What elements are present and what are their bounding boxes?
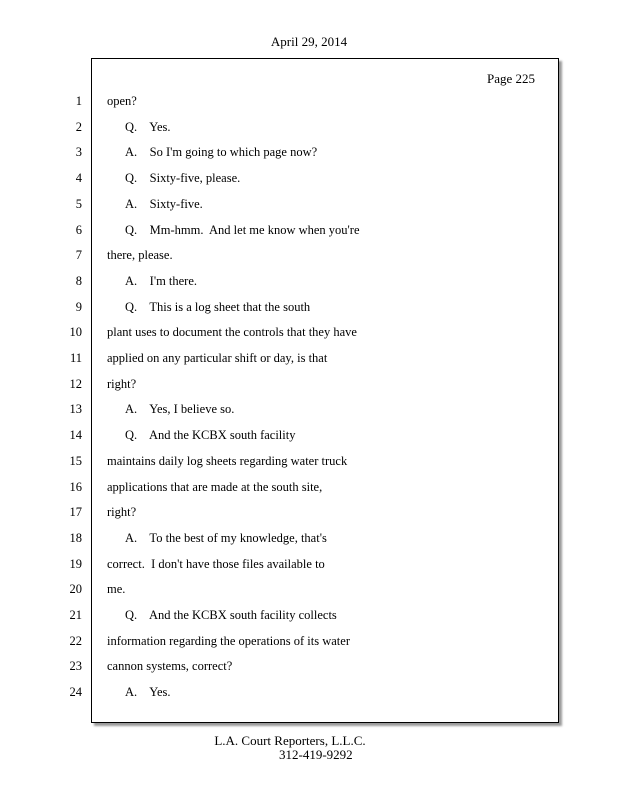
transcript-line: A. Yes, I believe so. bbox=[125, 402, 235, 416]
transcript-line: A. So I'm going to which page now? bbox=[125, 145, 318, 159]
line-number: 20 bbox=[69, 582, 82, 596]
line-number: 18 bbox=[69, 531, 82, 545]
line-number: 12 bbox=[69, 377, 82, 391]
line-number: 10 bbox=[69, 325, 82, 339]
page-number: Page 225 bbox=[487, 71, 536, 86]
line-number: 13 bbox=[69, 402, 82, 416]
line-number: 3 bbox=[75, 145, 82, 159]
line-number: 9 bbox=[75, 300, 82, 314]
transcript-line: open? bbox=[107, 94, 137, 108]
transcript-line: right? bbox=[107, 505, 137, 519]
transcript-line: Q. This is a log sheet that the south bbox=[125, 300, 311, 314]
line-number: 1 bbox=[75, 94, 82, 108]
line-number: 2 bbox=[75, 120, 82, 134]
transcript-line: A. Yes. bbox=[125, 685, 171, 699]
transcript-line: there, please. bbox=[107, 248, 173, 262]
transcript-line: me. bbox=[107, 582, 126, 596]
transcript-line: A. I'm there. bbox=[125, 274, 198, 288]
transcript-line: A. Sixty-five. bbox=[125, 197, 203, 211]
transcript-line: Q. Mm-hmm. And let me know when you're bbox=[125, 223, 360, 237]
line-number: 6 bbox=[75, 223, 82, 237]
transcript-line: maintains daily log sheets regarding water truck bbox=[107, 454, 348, 468]
line-number: 15 bbox=[69, 454, 82, 468]
transcript-line: Q. Yes. bbox=[125, 120, 171, 134]
line-number: 14 bbox=[69, 428, 82, 442]
footer-firm-name: L.A. Court Reporters, L.L.C. bbox=[214, 733, 366, 748]
line-number: 17 bbox=[69, 505, 82, 519]
line-number: 11 bbox=[69, 351, 82, 365]
line-number: 8 bbox=[75, 274, 82, 288]
footer-phone: 312-419-9292 bbox=[279, 747, 353, 762]
transcript-line: plant uses to document the controls that they have bbox=[107, 325, 357, 339]
line-number: 23 bbox=[69, 659, 82, 673]
line-number: 19 bbox=[69, 557, 82, 571]
line-number: 4 bbox=[75, 171, 82, 185]
line-number: 22 bbox=[69, 634, 82, 648]
line-number: 7 bbox=[75, 248, 82, 262]
transcript-line: Q. Sixty-five, please. bbox=[125, 171, 241, 185]
transcript-line: Q. And the KCBX south facility collects bbox=[125, 608, 337, 622]
transcript-line: A. To the best of my knowledge, that's bbox=[125, 531, 327, 545]
transcript-line: applied on any particular shift or day, is that bbox=[107, 351, 328, 365]
line-number: 16 bbox=[69, 480, 82, 494]
transcript-line: Q. And the KCBX south facility bbox=[125, 428, 296, 442]
transcript-line: right? bbox=[107, 377, 137, 391]
transcript-line: information regarding the operations of its water bbox=[107, 634, 350, 648]
line-number: 21 bbox=[69, 608, 82, 622]
transcript-line: correct. I don't have those files available to bbox=[107, 557, 325, 571]
header-date: April 29, 2014 bbox=[270, 34, 348, 49]
line-number: 5 bbox=[75, 197, 82, 211]
line-number: 24 bbox=[69, 685, 82, 699]
transcript-line: cannon systems, correct? bbox=[107, 659, 233, 673]
transcript-line: applications that are made at the south site, bbox=[107, 480, 323, 494]
